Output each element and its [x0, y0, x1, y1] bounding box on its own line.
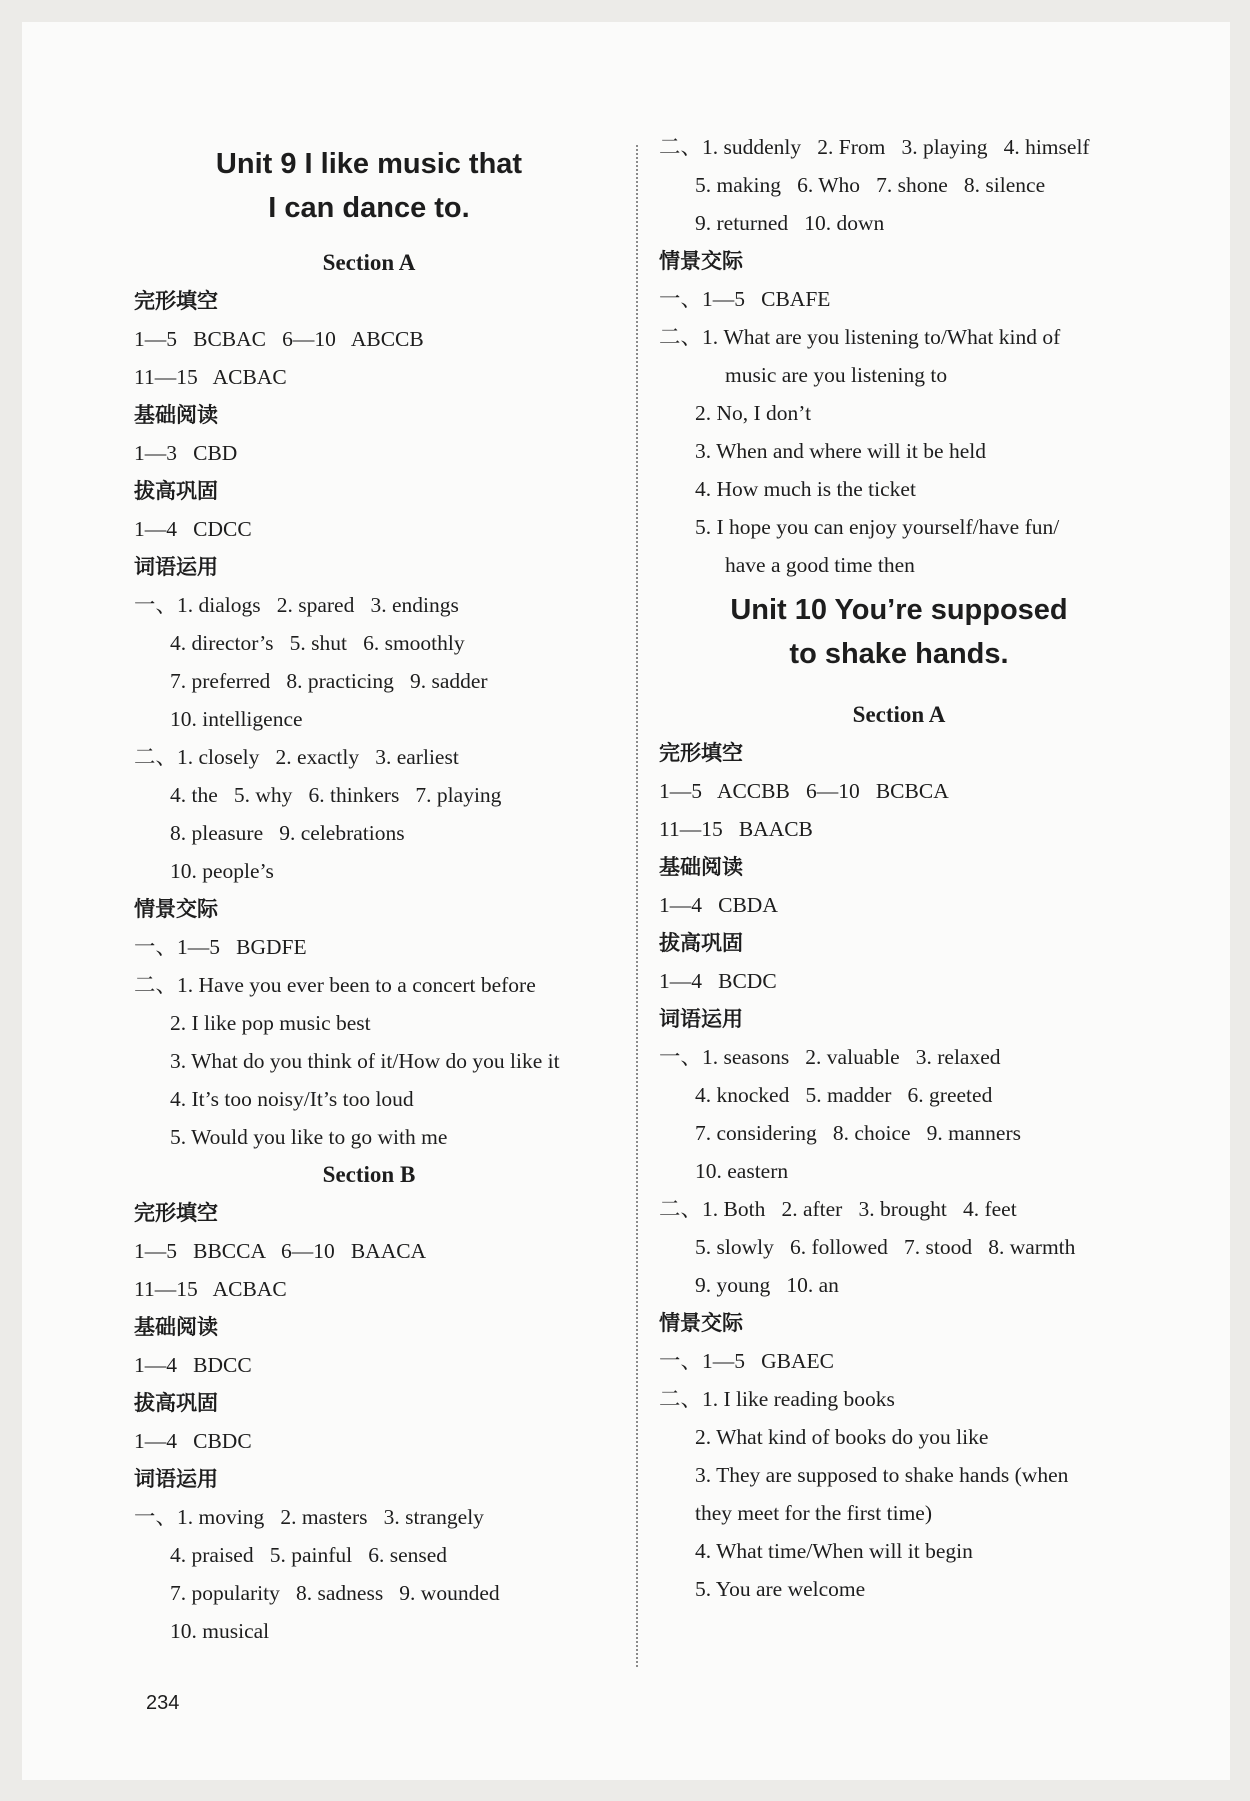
heading-vocabulary: 词语运用	[134, 555, 218, 579]
answer-line: 1—4 CDCC	[134, 517, 252, 541]
answer-line: 5. Would you like to go with me	[170, 1125, 448, 1149]
answer-line: 4. director’s 5. shut 6. smoothly	[170, 631, 465, 655]
answer-line: 二、1. What are you listening to/What kind of	[659, 325, 1061, 349]
answer-line: 1—5 BBCCA 6—10 BAACA	[134, 1239, 427, 1263]
answer-line: 1—4 BDCC	[134, 1353, 252, 1377]
answer-line: 1—4 CBDA	[659, 893, 778, 917]
answer-line: 11—15 BAACB	[659, 817, 813, 841]
answer-line: 3. When and where will it be held	[695, 439, 986, 463]
unit9-title-line1: Unit 9 I like music that	[215, 148, 523, 180]
answer-line: have a good time then	[725, 553, 915, 577]
answer-line: 11—15 ACBAC	[134, 1277, 287, 1301]
answer-line: 3. They are supposed to shake hands (when	[695, 1463, 1069, 1487]
answer-line: 8. pleasure 9. celebrations	[170, 821, 405, 845]
answer-line: 二、1. I like reading books	[659, 1387, 895, 1411]
answer-line: 一、1—5 CBAFE	[659, 287, 831, 311]
heading-cloze: 完形填空	[134, 1201, 218, 1225]
heading-basic-reading: 基础阅读	[134, 403, 218, 427]
heading-vocabulary: 词语运用	[659, 1007, 743, 1031]
answer-line: 4. the 5. why 6. thinkers 7. playing	[170, 783, 502, 807]
answer-line: 1—4 CBDC	[134, 1429, 252, 1453]
answer-line: 一、1—5 BGDFE	[134, 935, 307, 959]
answer-line: 一、1. dialogs 2. spared 3. endings	[134, 593, 459, 617]
right-column	[659, 128, 1159, 1608]
heading-dialogue: 情景交际	[134, 897, 218, 921]
unit10-title-line1: Unit 10 You’re supposed	[730, 594, 1068, 626]
answer-line: 7. preferred 8. practicing 9. sadder	[170, 669, 488, 693]
answer-line: 4. It’s too noisy/It’s too loud	[170, 1087, 414, 1111]
answer-line: 一、1—5 GBAEC	[659, 1349, 834, 1373]
answer-line: 2. No, I don’t	[695, 401, 812, 425]
heading-vocabulary: 词语运用	[134, 1467, 218, 1491]
answer-line: 5. You are welcome	[695, 1577, 866, 1601]
answer-line: they meet for the first time)	[695, 1501, 933, 1525]
heading-advanced: 拔高巩固	[134, 479, 218, 503]
answer-line: music are you listening to	[725, 363, 948, 387]
answer-line: 2. I like pop music best	[170, 1011, 371, 1035]
answer-line: 1—4 BCDC	[659, 969, 777, 993]
answer-line: 一、1. moving 2. masters 3. strangely	[134, 1505, 484, 1529]
heading-advanced: 拔高巩固	[659, 931, 743, 955]
answer-line: 4. How much is the ticket	[695, 477, 916, 501]
heading-basic-reading: 基础阅读	[134, 1315, 218, 1339]
column-divider	[636, 145, 638, 1667]
answer-line: 11—15 ACBAC	[134, 365, 287, 389]
answer-line: 3. What do you think of it/How do you like it	[170, 1049, 560, 1073]
heading-cloze: 完形填空	[134, 289, 218, 313]
unit10-title-line2: to shake hands.	[789, 638, 1009, 670]
section-b-title: Section B	[322, 1162, 416, 1187]
answer-line: 4. knocked 5. madder 6. greeted	[695, 1083, 993, 1107]
heading-basic-reading: 基础阅读	[659, 855, 743, 879]
answer-line: 4. praised 5. painful 6. sensed	[170, 1543, 448, 1567]
answer-line: 10. musical	[170, 1619, 270, 1643]
heading-dialogue: 情景交际	[659, 249, 743, 273]
answer-line: 9. returned 10. down	[695, 211, 885, 235]
answer-line: 一、1. seasons 2. valuable 3. relaxed	[659, 1045, 1001, 1069]
answer-line: 1—3 CBD	[134, 441, 238, 465]
answer-line: 二、1. suddenly 2. From 3. playing 4. himself	[659, 135, 1090, 159]
left-column	[134, 142, 634, 1650]
section-a-title: Section A	[322, 250, 416, 275]
answer-line: 二、1. closely 2. exactly 3. earliest	[134, 745, 459, 769]
heading-advanced: 拔高巩固	[134, 1391, 218, 1415]
answer-line: 10. eastern	[695, 1159, 789, 1183]
answer-line: 1—5 ACCBB 6—10 BCBCA	[659, 779, 949, 803]
answer-line: 4. What time/When will it begin	[695, 1539, 973, 1563]
answer-line: 1—5 BCBAC 6—10 ABCCB	[134, 327, 424, 351]
heading-dialogue: 情景交际	[659, 1311, 743, 1335]
answer-line: 7. considering 8. choice 9. manners	[695, 1121, 1021, 1145]
answer-line: 9. young 10. an	[695, 1273, 839, 1297]
answer-line: 二、1. Both 2. after 3. brought 4. feet	[659, 1197, 1017, 1221]
heading-cloze: 完形填空	[659, 741, 743, 765]
answer-line: 2. What kind of books do you like	[695, 1425, 989, 1449]
answer-line: 10. intelligence	[170, 707, 303, 731]
answer-line: 7. popularity 8. sadness 9. wounded	[170, 1581, 500, 1605]
answer-line: 5. slowly 6. followed 7. stood 8. warmth	[695, 1235, 1076, 1259]
section-a-title: Section A	[852, 702, 946, 727]
page-number: 234	[146, 1692, 180, 1714]
answer-line: 10. people’s	[170, 859, 274, 883]
answer-line: 5. I hope you can enjoy yourself/have fun/	[695, 515, 1060, 539]
unit9-title-line2: I can dance to.	[268, 192, 470, 224]
answer-line: 5. making 6. Who 7. shone 8. silence	[695, 173, 1046, 197]
answer-line: 二、1. Have you ever been to a concert before	[134, 973, 536, 997]
